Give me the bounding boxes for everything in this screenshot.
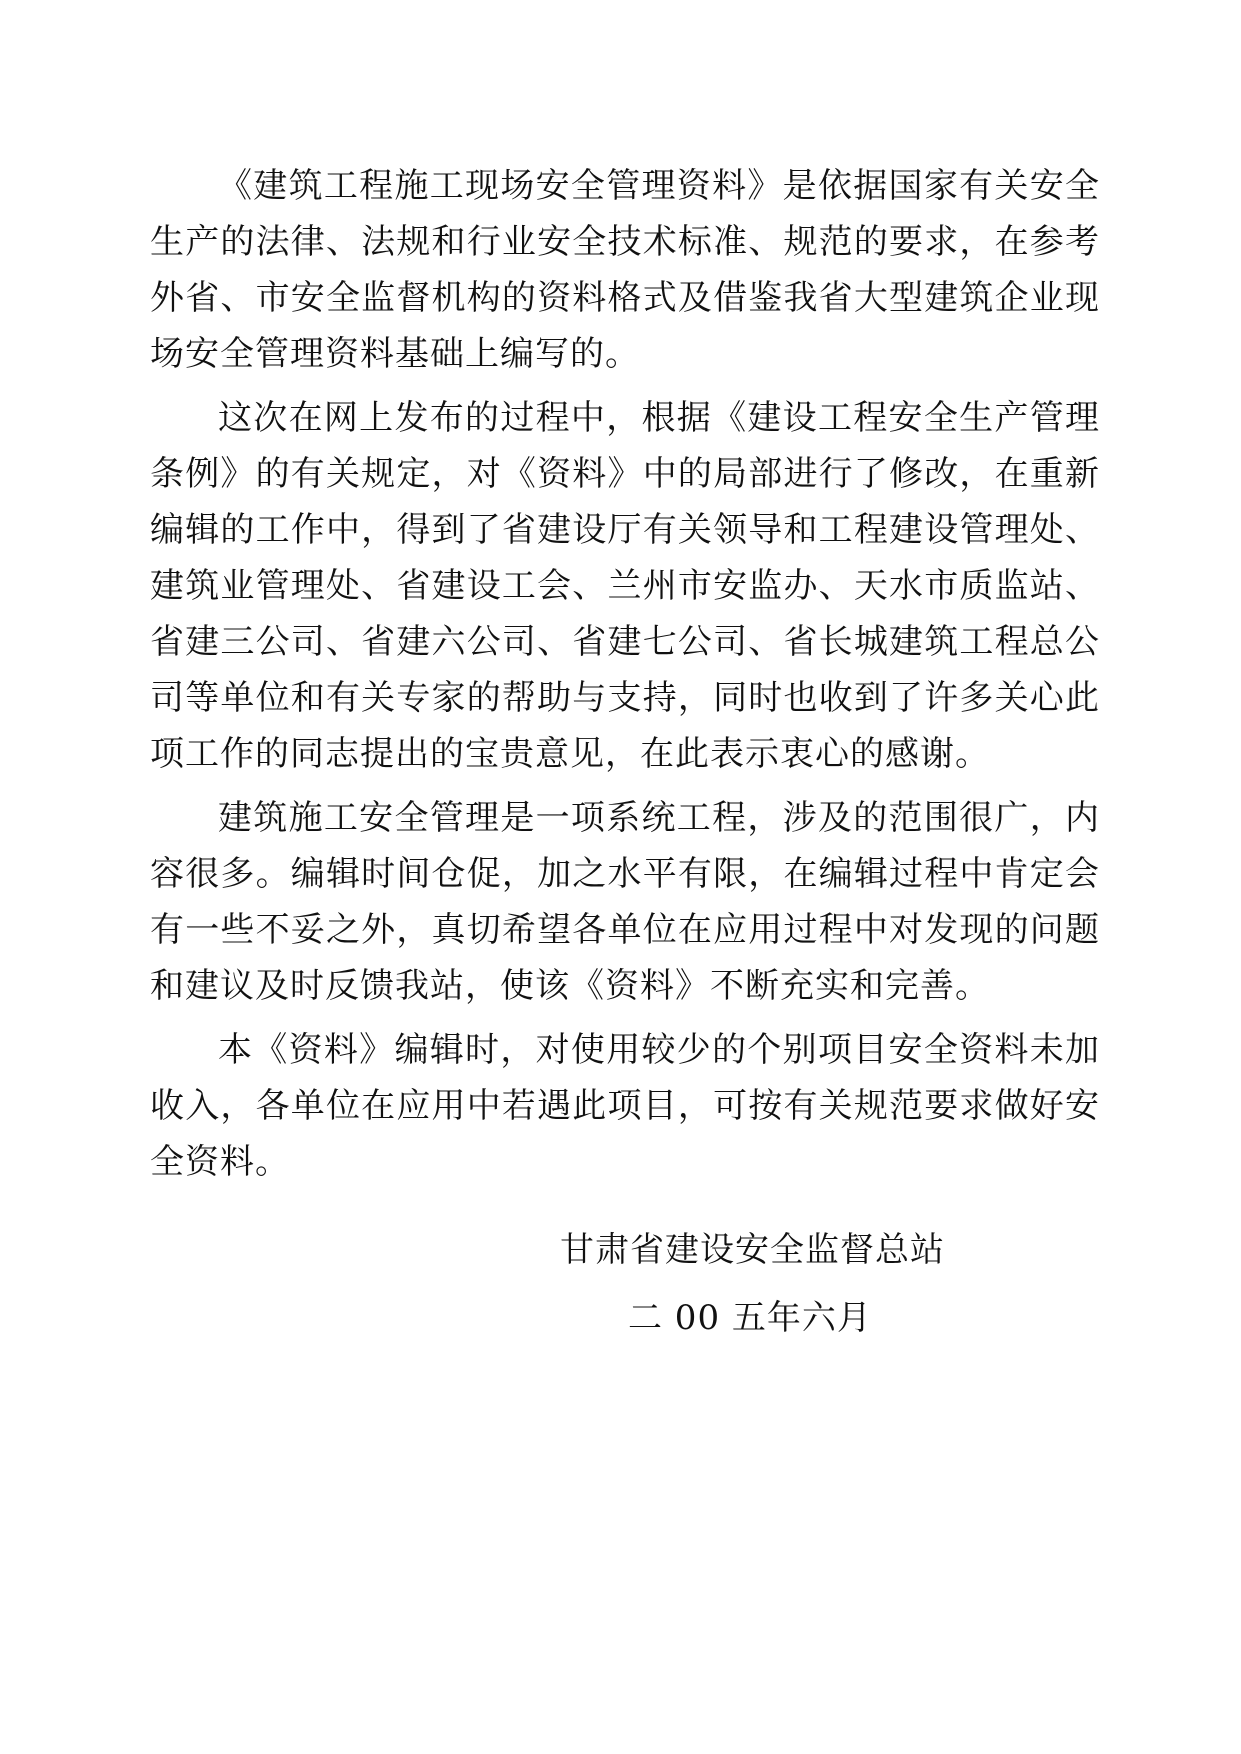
paragraph-intro: 《建筑工程施工现场安全管理资料》是依据国家有关安全生产的法律、法规和行业安全技术标准、规范的要求，在参考外省、市安全监督机构的资料格式及借鉴我省大型建筑企业现场安全管理资料基础上编写的。	[150, 166, 1100, 374]
signature-block	[560, 1222, 945, 1346]
paragraph-feedback: 建筑施工安全管理是一项系统工程，涉及的范围很广，内容很多。编辑时间仓促，加之水平有限，在编辑过程中肯定会有一些不妥之外，真切希望各单位在应用过程中对发现的问题和建议及时反馈我站，使该《资料》不断充实和完善。	[150, 798, 1100, 1006]
signature-date: 二 00 五年六月	[628, 1298, 872, 1338]
paragraph-note: 本《资料》编辑时，对使用较少的个别项目安全资料未加收入，各单位在应用中若遇此项目，可按有关规范要求做好安全资料。	[150, 1030, 1100, 1182]
paragraph-acknowledgement: 这次在网上发布的过程中，根据《建设工程安全生产管理条例》的有关规定，对《资料》中的局部进行了修改，在重新编辑的工作中，得到了省建设厅有关领导和工程建设管理处、建筑业管理处、省建设工会、兰州市安监办、天水市质监站、省建三公司、省建六公司、省建七公司、省长城建筑工程总公司等单位和有关专家的帮助与支持，同时也收到了许多关心此项工作的同志提出的宝贵意见，在此表示衷心的感谢。	[150, 398, 1100, 774]
document-body	[150, 158, 1100, 1198]
signature-organization: 甘肃省建设安全监督总站	[560, 1230, 945, 1270]
